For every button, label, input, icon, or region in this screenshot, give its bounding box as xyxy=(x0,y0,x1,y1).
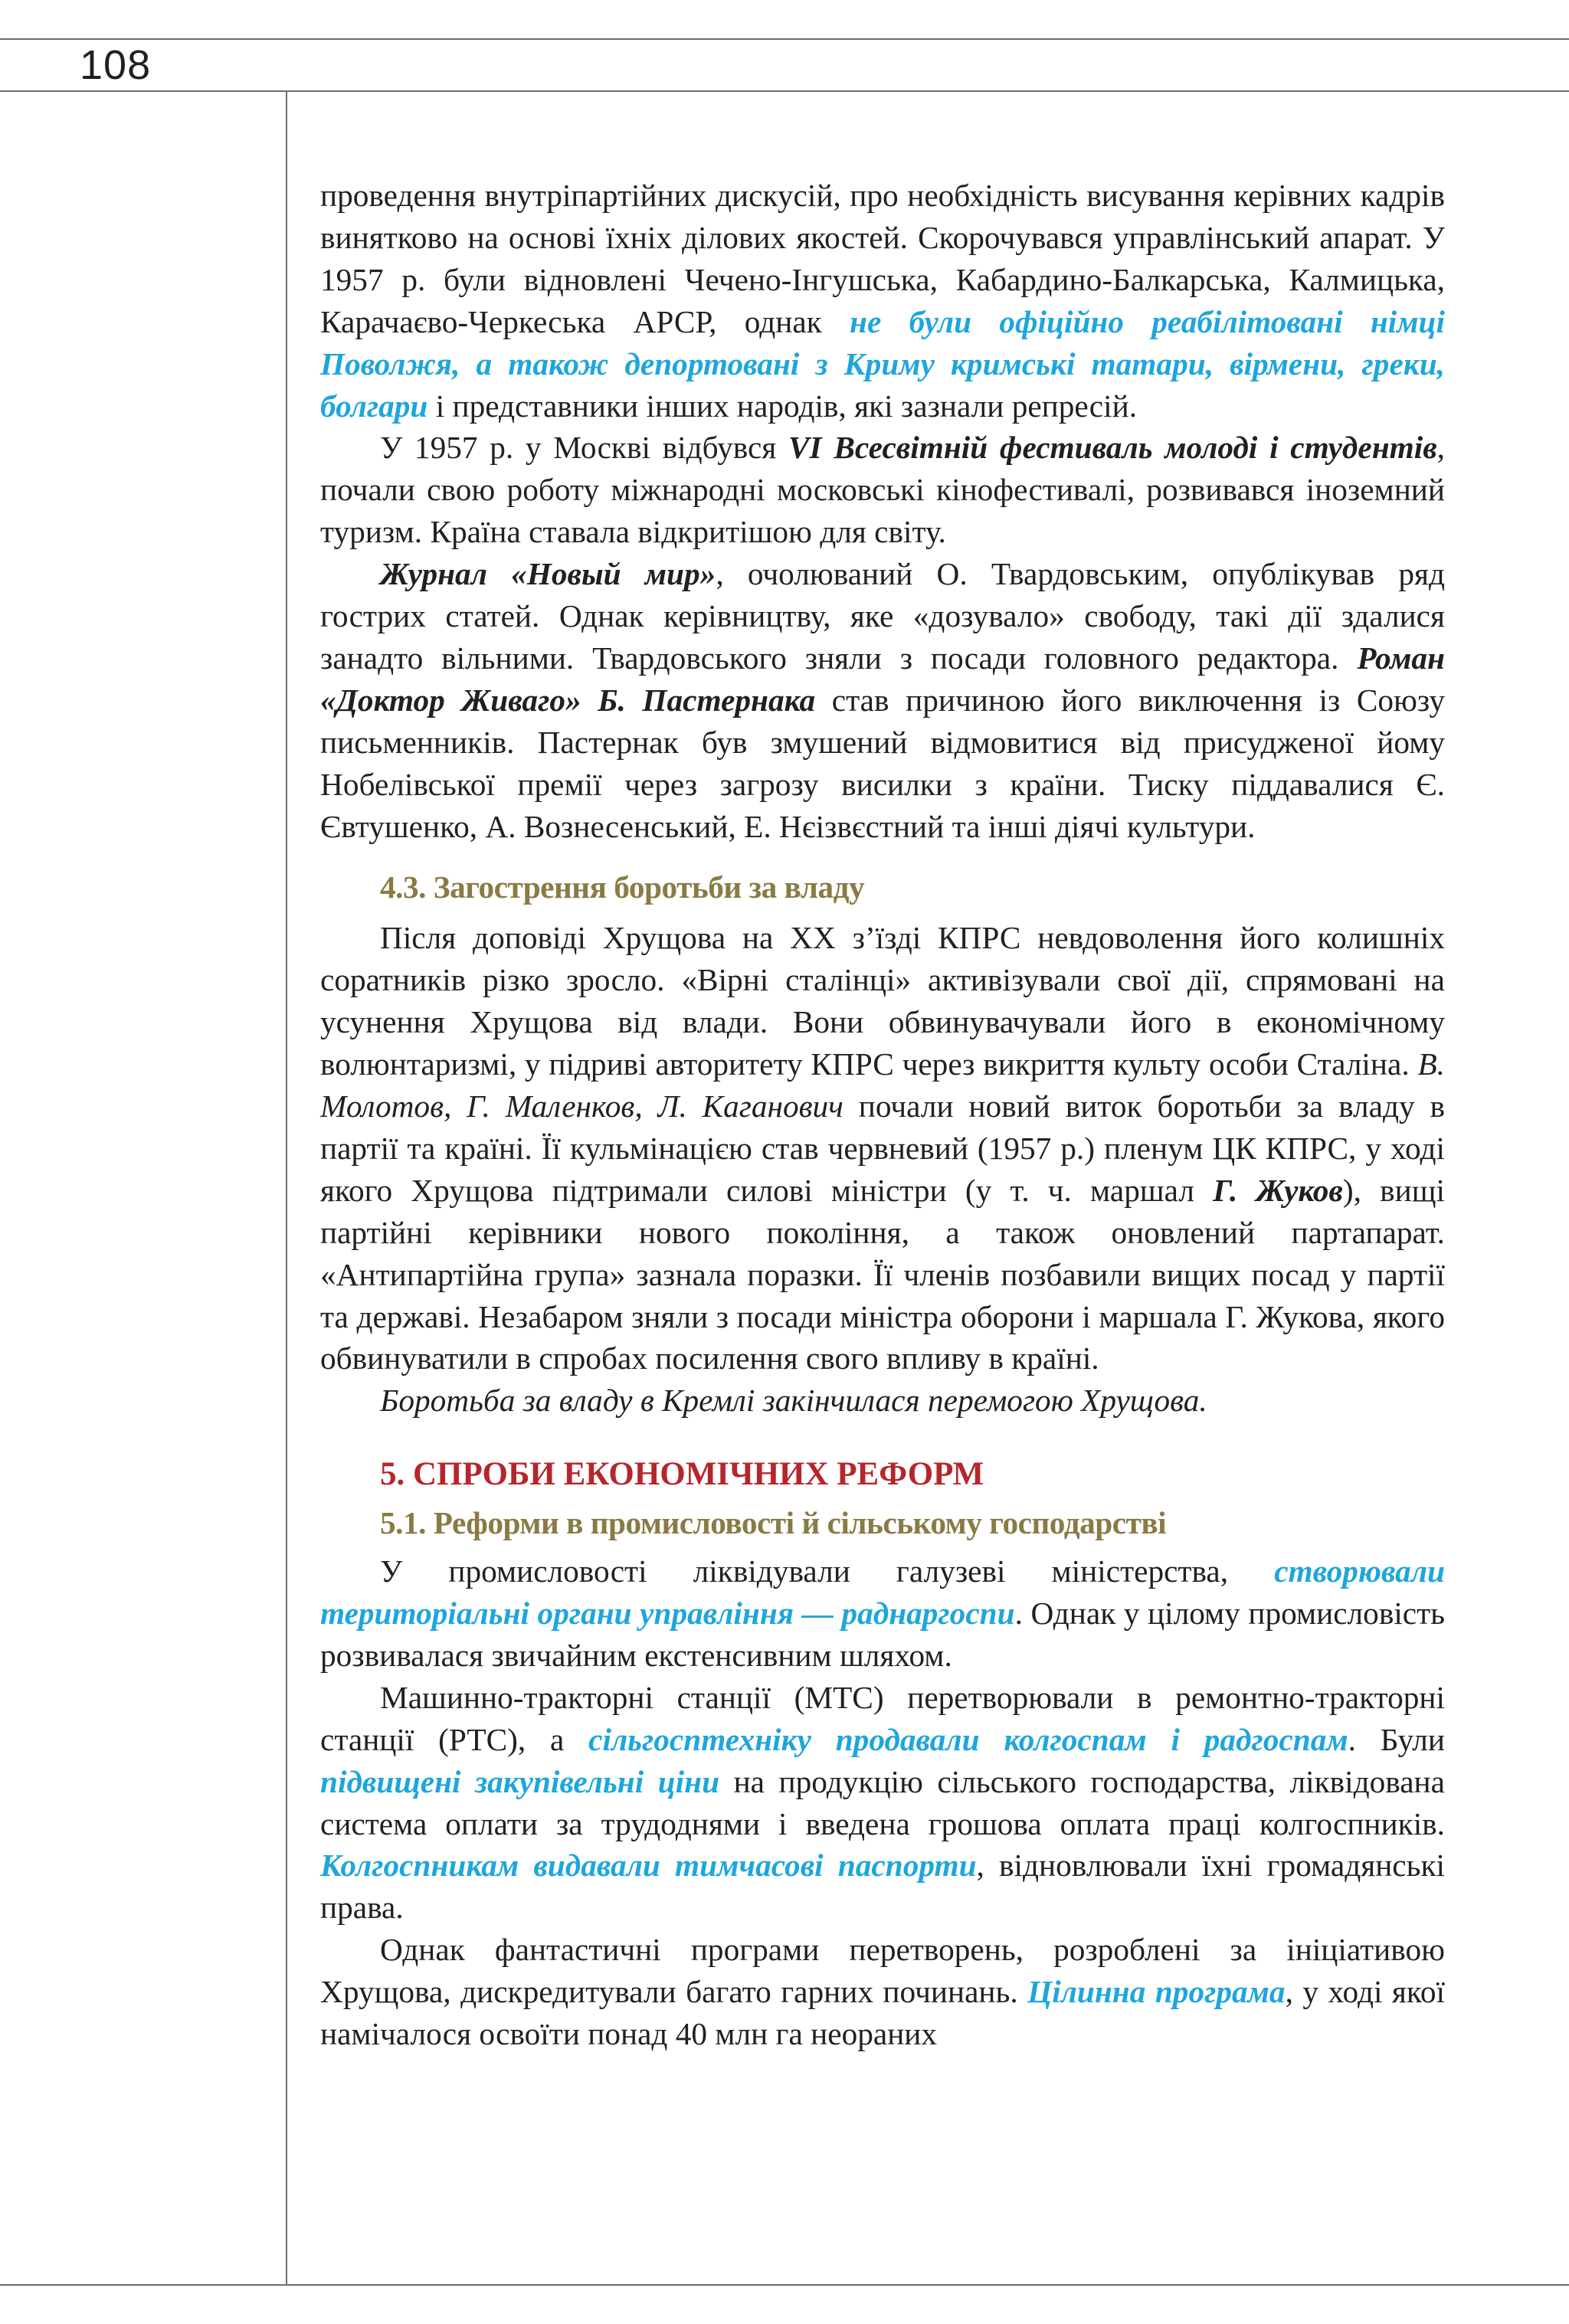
text: проведення внутріпартійних дискусій, про необхідність висування керівних кадрів винятково на основі їхніх ділових якостей. Скорочувався управлінський апарат. У 1957 р. були відновлені Чечено-Інгушська, Кабардино-Балкарська, Калмицька, Карачаєво-Черкеська АРСР, однак xyxy=(320,178,1445,339)
text: У 1957 р. у Москві відбувся xyxy=(380,430,789,466)
text: , почали свою роботу міжнародні московські кінофестивалі, розвивався іноземний туризм. Країна ставала відкритішою для світу. xyxy=(320,430,1445,550)
text: Однак фантастичні програми перетворень, розроблені за ініціативою Хрущова, дискредитували багато гарних починань. xyxy=(320,1932,1445,2010)
page-number: 108 xyxy=(80,42,152,88)
highlight-text: підвищені закупівельні ціни xyxy=(320,1763,720,1799)
subheading-5-1: 5.1. Реформи в промисловості й сільському господарстві xyxy=(380,1505,1167,1541)
text: Після доповіді Хрущова на ХХ з’їзді КПРС невдоволення його колишніх соратників різко зросло. «Вірні сталінці» активізували свої дії, спрямовані на усунення Хрущова від влади. Вони обвинувачували його в економічному волюнтаризмі, у підриві авторитету КПРС через викриття культу особи Сталіна. xyxy=(320,920,1445,1082)
margin-rule xyxy=(286,90,287,2286)
text: і представники інших народів, які зазнали репресій. xyxy=(427,388,1138,424)
text: У промисловості ліквідували галузеві міністерства, xyxy=(380,1553,1275,1589)
text: став причиною його виключення із Союзу письменників. Пастернак був змушений відмовитися від присудженої йому Нобелівської премії через загрозу висилки з країни. Тиску піддавалися Є. Євтушенко, А. Вознесенський, Е. Нєізвєстний та інші діячі культури. xyxy=(320,682,1445,844)
subheading-4-3: 4.3. Загострення боротьби за владу xyxy=(380,869,865,905)
emphasis-text: VI Всесвітній фестиваль молоді і студентів xyxy=(788,430,1437,466)
highlight-text: Колгоспникам видавали тимчасові паспорти xyxy=(320,1848,977,1884)
paragraph-novy-mir xyxy=(320,553,1445,847)
paragraph-conclusion: Боротьба за владу в Кремлі закінчилася перемогою Хрущова. xyxy=(380,1383,1207,1419)
highlight-text: не були офіційно реабілітовані німці Поволжя, а також депортовані з Криму кримські татари, вірмени, греки, болгари xyxy=(320,303,1445,424)
paragraph-rehabilitation xyxy=(320,175,1445,427)
text: почали новий виток боротьби за владу в партії та країні. Її кульмінацією став червневий (1957 р.) пленум ЦК КПРС, у ході якого Хрущова підтримали силові міністри (у т. ч. маршал xyxy=(320,1088,1445,1208)
paragraph-agriculture xyxy=(320,1677,1445,1929)
emphasis-text: Роман «Доктор Живаго» Б. Пастернака xyxy=(320,640,1445,718)
paragraph-industry xyxy=(320,1550,1445,1677)
emphasis-text: Г. Жуков xyxy=(1213,1172,1343,1208)
text: на продукцію сільського господарства, ліквідована система оплати за трудоднями і введена грошова оплата праці колгоспників. xyxy=(320,1763,1445,1841)
highlight-text: Цілинна програма xyxy=(1027,1974,1286,2010)
bottom-rule xyxy=(0,2284,1569,2286)
paragraph-virgin-lands xyxy=(320,1929,1445,2055)
paragraph-festival xyxy=(320,427,1445,553)
emphasis-text: Журнал «Новый мир» xyxy=(380,556,716,592)
text: . Однак у цілому промисловість розвивалася звичайним екстенсивним шляхом. xyxy=(320,1596,1445,1673)
highlight-text: створювали територіальні органи управління — раднаргоспи xyxy=(320,1553,1445,1631)
text: . Були xyxy=(1348,1721,1445,1757)
header-rule xyxy=(0,90,1569,92)
text: , у ході якої намічалося освоїти понад 40 млн га неораних xyxy=(320,1974,1445,2052)
text: ), вищі партійні керівники нового покоління, а також оновлений партапарат. «Антипартійна група» зазнала поразки. Її членів позбавили вищих посад у партії та державі. Незабаром зняли з посади міністра оборони і маршала Г. Жукова, якого обвинуватили в спробах посилення свого впливу в країні. xyxy=(320,1172,1445,1376)
paragraph-power-struggle xyxy=(320,917,1445,1380)
text: Машинно-тракторні станції (МТС) перетворювали в ремонтно-тракторні станції (РТС), а xyxy=(320,1679,1445,1757)
text: , відновлювали їхні громадянські права. xyxy=(320,1848,1446,1926)
highlight-text: сільгосптехніку продавали колгоспам і радгоспам xyxy=(588,1721,1348,1757)
heading-section-5: 5. СПРОБИ ЕКОНОМІЧНИХ РЕФОРМ xyxy=(380,1456,984,1493)
italic-text: В. Молотов, Г. Маленков, Л. Каганович xyxy=(320,1046,1445,1124)
page-content xyxy=(320,175,1445,2055)
top-rule xyxy=(0,38,1569,40)
text: , очолюваний О. Твардовським, опублікував ряд гострих статей. Однак керівництву, яке «дозувало» свободу, такі дії здалися занадто вільними. Твардовського зняли з посади головного редактора. xyxy=(320,556,1445,676)
